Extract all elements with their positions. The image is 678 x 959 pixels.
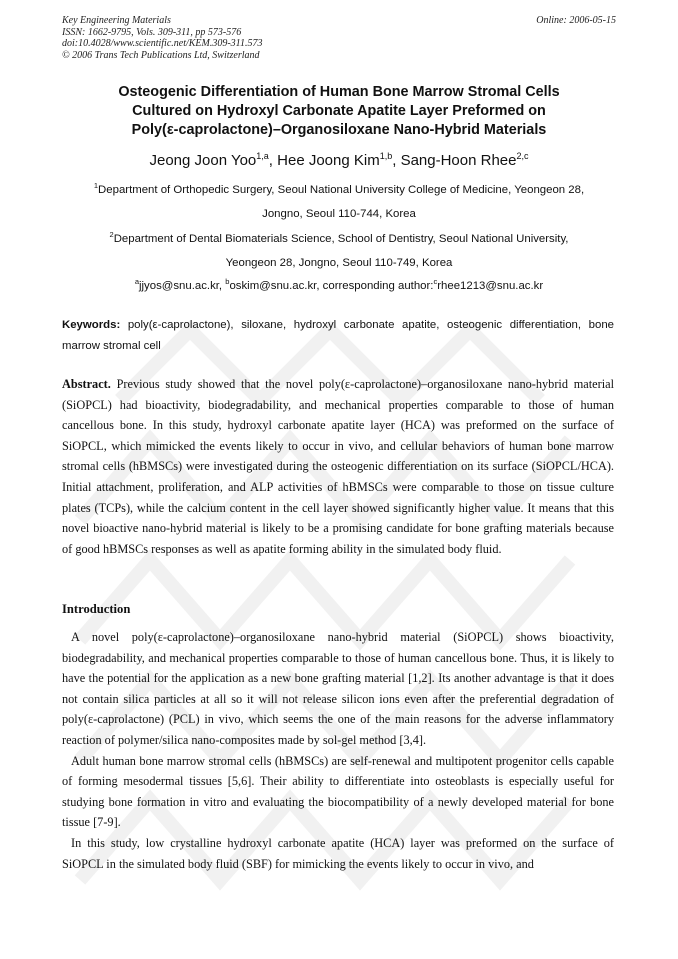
- intro-paragraph-1: A novel poly(ε-caprolactone)–organosiloxane nano-hybrid material (SiOPCL) shows bioactivity, biodegradability, and mechanical properties comparable to those of human cancellous bone. Thus, it is likely to have the potential for the application as a new bone grafting material [1,2]. Its another advantage is that it does not contain silica particles at all so it will not release silicon ions even after the preferential degradation of poly(ε-caprolactone) (PCL) in vivo, which seems the one of the main reasons for the adverse inflammatory reaction of polymer/silica nano-composites made by sol-gel method [3,4].: [62, 630, 614, 747]
- affiliation-1-line-1: Department of Orthopedic Surgery, Seoul National University College of Medicine, Yeongeon 28,: [98, 183, 585, 196]
- author-1: Jeong Joon Yoo: [149, 152, 257, 169]
- email-b-marker: b: [225, 277, 230, 286]
- affiliation-2-number: 2: [109, 230, 114, 239]
- journal-name: Key Engineering Materials: [62, 15, 171, 26]
- affiliation-1-line-2: Jongno, Seoul 110-744, Korea: [262, 207, 416, 220]
- intro-paragraph-2: Adult human bone marrow stromal cells (hBMSCs) are self-renewal and multipotent progenitor cells capable of forming mesodermal tissues [5,6]. Their ability to differentiate into osteoblasts is especially useful for studying bone formation in vitro and evaluating the biocompatibility of a newly developed material for bone tissue [7-9].: [62, 753, 614, 830]
- abstract: [62, 374, 614, 559]
- issn-line: ISSN: 1662-9795, Vols. 309-311, pp 573-576: [62, 26, 242, 38]
- email-line: [62, 272, 616, 296]
- title-line-1: Osteogenic Differentiation of Human Bone Marrow Stromal Cells: [118, 84, 560, 100]
- copyright-line: © 2006 Trans Tech Publications Ltd, Switzerland: [62, 49, 260, 61]
- keywords-label: Keywords:: [62, 319, 121, 331]
- author-separator: ,: [392, 152, 401, 169]
- online-date: Online: 2006-05-15: [536, 15, 616, 26]
- paper-title: [62, 83, 616, 141]
- abstract-text: Previous study showed that the novel poly(ε-caprolactone)–organosiloxane nano-hybrid material (SiOPCL) had bioactivity, biodegradability, and mechanical properties comparable to those of human cancellous bone. In this study, hydroxyl carbonate apatite layer (HCA) was preformed on the surface of SiOPCL, which mimicked the events likely to occur in vivo, and cellular behaviors of human bone marrow stromal cells (hBMSCs) were investigated during the osteogenic differentiation on its surface (SiOPCL/HCA). Initial attachment, proliferation, and ALP activities of hBMSCs were comparable to those on tissue culture plates (TCPs), while the calcium content in the cell layer showed significantly higher value. It means that this novel bioactive nano-hybrid material is likely to be a promising candidate for bone grafting materials because of good hBMSCs responses as well as apatite forming ability in the simulated body fluid.: [62, 377, 614, 556]
- introduction-body: [62, 627, 614, 874]
- author-2: Hee Joong Kim: [277, 152, 380, 169]
- title-line-2: Cultured on Hydroxyl Carbonate Apatite Layer Preformed on: [132, 103, 546, 120]
- title-line-3: Poly(ε-caprolactone)–Organosiloxane Nano-Hybrid Materials: [131, 122, 547, 139]
- author-1-affil: 1,a: [256, 151, 269, 161]
- affiliation-2-line-1: Department of Dental Biomaterials Science, School of Dentistry, Seoul National University,: [113, 232, 569, 245]
- abstract-label: Abstract.: [62, 377, 111, 391]
- affiliation-1-number: 1: [93, 181, 99, 190]
- affiliation-2-line-2: Yeongeon 28, Jongno, Seoul 110-749, Korea: [225, 256, 453, 269]
- journal-header: [62, 15, 616, 61]
- author-list: [62, 146, 616, 171]
- email-b: oskim@snu.ac.kr, corresponding author:: [229, 279, 434, 292]
- email-a-marker: a: [134, 277, 139, 286]
- affiliation-1: [62, 174, 616, 226]
- keywords-text: poly(ε-caprolactone), siloxane, hydroxyl carbonate apatite, osteogenic differentiation, bone marrow stromal cell: [62, 319, 614, 352]
- email-c-marker: c: [433, 277, 438, 286]
- author-3-affil: 2,c: [516, 151, 529, 161]
- section-heading-introduction: Introduction: [62, 602, 131, 616]
- author-separator: ,: [268, 152, 278, 169]
- doi-line: doi:10.4028/www.scientific.net/KEM.309-311.573: [62, 38, 263, 49]
- author-2-affil: 1,b: [379, 151, 393, 161]
- email-c: rhee1213@snu.ac.kr: [437, 279, 544, 292]
- author-3: Sang-Hoon Rhee: [400, 152, 517, 169]
- affiliation-2: [62, 223, 616, 275]
- intro-paragraph-3: In this study, low crystalline hydroxyl carbonate apatite (HCA) layer was preformed on the surface of SiOPCL in the simulated body fluid (SBF) for mimicking the events likely to occur in vivo, and: [62, 835, 614, 871]
- email-a: jjyos@snu.ac.kr,: [139, 279, 226, 292]
- keywords: [62, 315, 614, 357]
